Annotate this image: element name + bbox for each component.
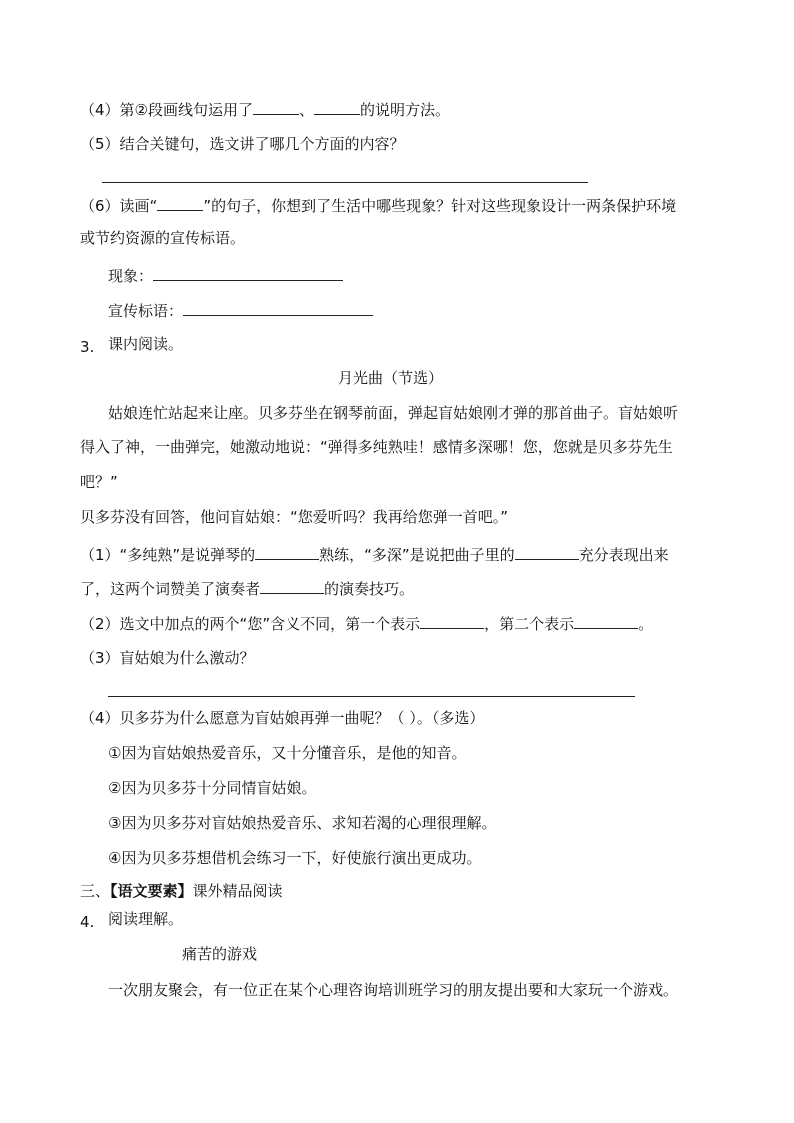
q2-sub6-cont: 或节约资源的宣传标语。 [80,229,246,247]
answer-line[interactable] [102,182,588,183]
answer-blank[interactable] [314,98,360,115]
q3-sub4: （4）贝多芬为什么愿意为盲姑娘再弹一曲呢？（ ）。（多选） [80,709,485,727]
passage-line: 得入了神，一曲弹完，她激动地说：“弹得多纯熟哇！感情多深哪！您，您就是贝多芬先生 [80,438,673,456]
answer-line[interactable] [108,696,635,697]
q3-sub3: （3）盲姑娘为什么激动？ [80,649,255,667]
q2-sub4: （4）第②段画线句运用了 、 的说明方法。 [80,98,450,120]
q4-heading: 阅读理解。 [108,910,184,928]
answer-blank[interactable] [420,612,484,629]
passage-line: 姑娘连忙站起来让座。贝多芬坐在钢琴前面，弹起盲姑娘刚才弹的那首曲子。盲姑娘听 [108,404,679,422]
q3-number: 3. [80,338,95,356]
slogan-row: 宣传标语： [108,299,373,321]
passage-title: 月光曲（节选） [338,369,444,387]
q2-sub6: （6）读画“ ”的句子，你想到了生活中哪些现象？针对这些现象设计一两条保护环境 [80,194,676,216]
q2-sub5: （5）结合关键句，选文讲了哪几个方面的内容？ [80,135,405,153]
q3-heading: 课内阅读。 [108,335,184,353]
q3-sub1-cont: 了，这两个词赞美了演奏者 的演奏技巧。 [80,577,414,599]
passage-line: 一次朋友聚会，有一位正在某个心理咨询培训班学习的朋友提出要和大家玩一个游戏。 [108,981,679,999]
passage-line: 吧？” [80,473,118,491]
answer-blank[interactable] [260,577,324,594]
option-1[interactable]: ①因为盲姑娘热爱音乐，又十分懂音乐，是他的知音。 [108,744,467,762]
answer-blank[interactable] [157,194,203,211]
q3-sub1: （1）“多纯熟”是说弹琴的 熟练，“多深”是说把曲子里的 充分表现出来 [80,543,669,565]
passage-line: 贝多芬没有回答，他问盲姑娘：“您爱听吗？我再给您弹一首吧。” [80,508,509,526]
section-heading: 三、【语文要素】课外精品阅读 [80,882,283,900]
slogan-field[interactable] [183,299,373,316]
q3-sub2: （2）选文中加点的两个“您”含义不同，第一个表示 ，第二个表示 。 [80,612,653,634]
option-2[interactable]: ②因为贝多芬十分同情盲姑娘。 [108,779,317,797]
option-4[interactable]: ④因为贝多芬想借机会练习一下，好使旅行演出更成功。 [108,849,482,867]
phenomenon-field[interactable] [153,264,343,281]
answer-blank[interactable] [255,543,319,560]
option-3[interactable]: ③因为贝多芬对盲姑娘热爱音乐、求知若渴的心理很理解。 [108,814,497,832]
answer-blank[interactable] [574,612,638,629]
q4-number: 4. [80,913,95,931]
phenomenon-row: 现象： [108,264,343,286]
answer-blank[interactable] [253,98,299,115]
passage-title: 痛苦的游戏 [182,945,258,963]
answer-blank[interactable] [515,543,579,560]
